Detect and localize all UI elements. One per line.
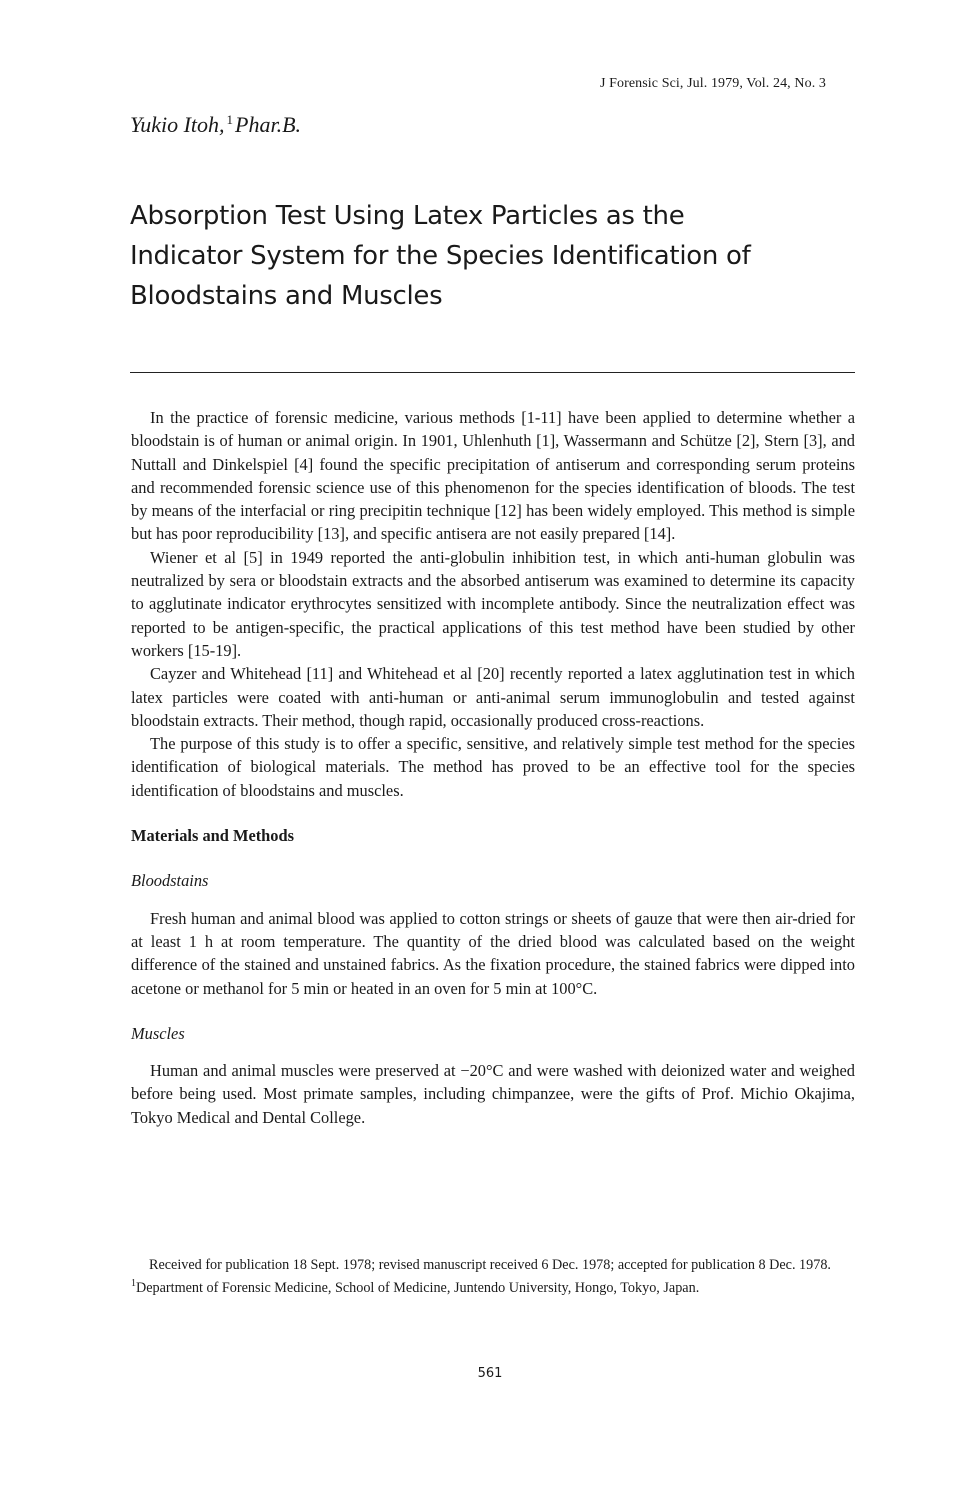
page-number: 561: [477, 1366, 503, 1381]
author-footnote-mark: 1: [226, 112, 234, 127]
footnote-affiliation-mark: 1: [131, 1277, 136, 1289]
author-degree: Phar.B.: [235, 112, 302, 137]
subsection-heading-bloodstains: Bloodstains: [131, 871, 209, 891]
footnotes: [131, 1257, 855, 1297]
article-title: [130, 196, 850, 316]
title-rule: [130, 372, 855, 373]
subsection-heading-muscles: Muscles: [131, 1023, 185, 1043]
intro-paragraph: Cayzer and Whitehead [11] and Whitehead et al [20] recently reported a latex agglutination test in which latex particles were coated with anti-human or anti-animal serum immunoglobulin and tested against bloodstain extracts. Their method, though rapid, occasionally produced cross-reactions.: [131, 664, 855, 730]
bloodstains-paragraph: Fresh human and animal blood was applied to cotton strings or sheets of gauze that were then air-dried for at least 1 h at room temperature. The quantity of the dried blood was calculated based on the weight difference of the stained and unstained fabrics. As the fixation procedure, the stained fabrics were dipped into acetone or methanol for 5 min or heated in an oven for 5 min at 100°C.: [131, 908, 855, 998]
intro-paragraph: In the practice of forensic medicine, various methods [1-11] have been applied to determine whether a bloodstain is of human or animal origin. In 1901, Uhlenhuth [1], Wassermann and Schütze [2], Stern [3], and Nuttall and Dinkelspiel [4] found the specific precipitation of antiserum and corresponding serum proteins and recommended forensic science use of this phenomenon for the species identification of bloods. The test by means of the interfacial or ring precipitin technique [12] has been widely employed. This method is simple but has poor reproducibility [13], and specific antisera are not easily prepared [14].: [131, 408, 855, 544]
title-line: Indicator System for the Species Identification of: [130, 241, 751, 271]
title-line: Bloodstains and Muscles: [130, 281, 443, 311]
author-line: [130, 112, 301, 138]
title-line: Absorption Test Using Latex Particles as the: [130, 201, 685, 231]
article-body: [131, 406, 855, 1129]
journal-reference: J Forensic Sci, Jul. 1979, Vol. 24, No. 3: [599, 76, 826, 91]
section-heading-materials-methods: Materials and Methods: [131, 826, 294, 846]
footnote-received: Received for publication 18 Sept. 1978; revised manuscript received 6 Dec. 1978; accepted for publication 8 Dec. 1978.: [149, 1257, 831, 1273]
intro-paragraph: Wiener et al [5] in 1949 reported the anti-globulin inhibition test, in which anti-human globulin was neutralized by sera or bloodstain extracts and the absorbed antiserum was examined to determine its capacity to agglutinate indicator erythrocytes sensitized with incomplete antibody. Since the neutralization effect was reported to be antigen-specific, the practical applications of this test method have been studied by other workers [15-19].: [131, 547, 855, 660]
footnote-affiliation: [131, 1275, 855, 1298]
footnote-affiliation-text: Department of Forensic Medicine, School of Medicine, Juntendo University, Hongo, Tokyo, Japan.: [136, 1279, 700, 1296]
author-name: Yukio Itoh,: [130, 112, 225, 137]
muscles-paragraph: Human and animal muscles were preserved at −20°C and were washed with deionized water and weighed before being used. Most primate samples, including chimpanzee, were the gifts of Prof. Michio Okajima, Tokyo Medical and Dental College.: [131, 1061, 855, 1127]
intro-paragraph: The purpose of this study is to offer a specific, sensitive, and relatively simple test method for the species identification of biological materials. The method has proved to be an effective tool for the species identification of bloodstains and muscles.: [131, 734, 855, 800]
